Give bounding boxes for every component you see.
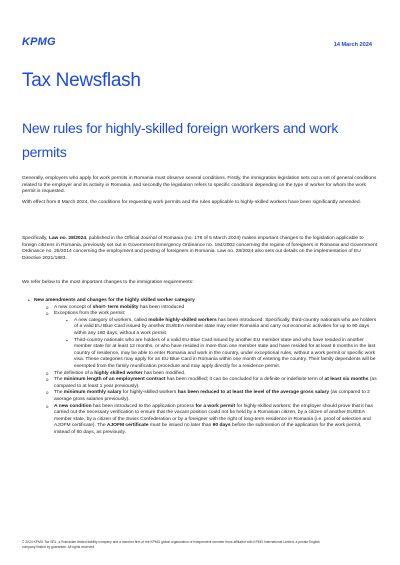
list-item-bold: 90 days [212,423,231,429]
square-bullet-icon: ▪ [66,317,68,323]
list-heading [28,298,378,305]
circle-bullet-icon: o [46,377,49,383]
page-title: Tax Newsflash [22,70,141,91]
sub-list-item-text: Third-country nationals who are holders of a valid EU Blue Card issued by another EU member state and who have resided in another member state for at least 12 months, or who have resided in more than one member state and have resided for at least 6 months in the last country of residence, may be able to enter Romania and work in the country, under exceptional rules, without a work permit or specific work visa. These categories may apply for an EU Blue Card in Romania within one month of entering the country. Their family dependents will be exempted from the family reunification procedure and may apply directly for a residence permit. [74,337,376,369]
list-item-bold: short- term mobility [92,304,139,310]
list-item [34,377,378,390]
list-item [34,390,378,403]
law-text-pre: Specifically, [22,236,49,241]
list-item-text: The [54,390,64,396]
list-item-bold: AJOFM certificate [106,423,149,429]
circle-bullet-icon: o [46,311,49,317]
list-item-text: The [54,377,64,383]
copyright-footer: © 2024 KPMG Tax SRL, a Romanian limited liability company and a member firm of the KPMG global organization of independent member firms affiliated with KPMG International Limited, a private English company limited by guarantee. All rights reserved. [22,540,320,549]
circle-bullet-icon: o [46,304,49,310]
sub-list-item-text: A new category of workers, called [74,317,149,323]
bullet-icon: • [28,298,30,304]
list-item-text: (as compared to 2 average gross salaries previously). [54,390,370,402]
circle-bullet-icon: o [46,370,49,376]
list-item-bold: has been reduced to at least the level of the average gross salary [177,390,330,396]
law-text-post: , published in the Official Journal of Romania (no. 178 of 5 March 2024) makes important changes to the legislation applicable to foreign citizens in Romania, previously set out in Government Emergency Ordinance no. 194/2002 concerning the regime of foreigners in Romania and Government Ordinance no. 25/2014 concerning the employment and posting of foreigners in Romania. Law no. 28/2024 also sets out details on the implementation of EU Directive 2021/1883. [22,236,378,261]
list-item-text: for highly-skilled workers; the employer should prove that it has carried out the necessary verification to ensure that the vacant position could not be held by a Romanian citizen, by a citizen of another EU/EEA member state, by a citizen of the Swiss Confederation or by a foreigner with the right of long-term residence in Romania (i.e. proof of selection and AJOFM certificate). The [54,403,373,429]
list-item-text: The definition of a [54,370,95,376]
list-item-bold: minimum monthly salary [63,390,122,396]
list-item-text: A new concept of [54,304,93,310]
list-heading-text: New amendments and changes for the highly skilled worker category [34,298,195,303]
list-item-text: must be issued no later than [148,423,213,429]
list-item-bold: A new condition [54,403,92,409]
list-item-text: has been modified. [142,370,186,376]
sub-list-item-bold: mobile highly-skilled workers [148,317,217,323]
list-item-text: (as compared to at least 1 year previously). [54,377,377,389]
list-item-text: Exceptions from the work permit: [54,311,126,317]
list-item-text: for highly-skilled workers [121,390,178,396]
law-paragraph [22,236,378,262]
page-subtitle: New rules for highly-skilled foreign workers and work permits [22,120,339,160]
kpmg-logo: KPMG [22,36,56,48]
list-item-text: has been introduced to the application process [91,403,196,409]
sub-list-item [34,318,378,338]
list-item [34,311,378,318]
newsflash-date: 14 March 2024 [333,42,372,48]
circle-bullet-icon: o [46,390,49,396]
circle-bullet-icon: o [46,403,49,409]
intro-paragraph: Generally, employers who apply for work permits in Romania must observe several conditions. Firstly, the immigration legislation sets out a set of general conditions related to the employer and its activity in Romania, and secondly the legislation refers to specific conditions depending on the type of worker for whom the work permit is requested. [22,176,377,195]
law-number: Law no. 28/2024 [48,236,87,241]
list-item-bold: at least six months [324,377,369,383]
changes-intro-paragraph: We refer below to the most important changes to the immigration requirements: [22,280,194,285]
list-item-text: has been modified; it can be concluded for a definite or indefinite term of [165,377,325,383]
changes-list [28,298,378,436]
list-item-bold: for a work permit [195,403,236,409]
list-item-bold: highly skilled worker [94,370,143,376]
list-item [34,404,378,437]
effective-date-paragraph: With effect from 8 March 2024, the conditions for requesting work permits and the rules applicable to highly-skilled workers have been significantly amended. [22,200,361,205]
sub-list-item [34,338,378,371]
list-item-text: has been introduced [138,304,185,310]
list-item-bold: minimum length of an employment contract [63,377,166,383]
list-item-text: before the submission of the application for the work permit, instead of 60 days, as previously. [54,423,362,435]
square-bullet-icon: ▪ [66,337,68,343]
sub-list-item-text: has been introduced. Specifically, third-country nationals who are holders of a valid EU Blue Card issued by another EU/EEA member state may enter Romania and carry out economic activities for up to 90 days within any 180 days, without a work permit. [74,317,377,336]
